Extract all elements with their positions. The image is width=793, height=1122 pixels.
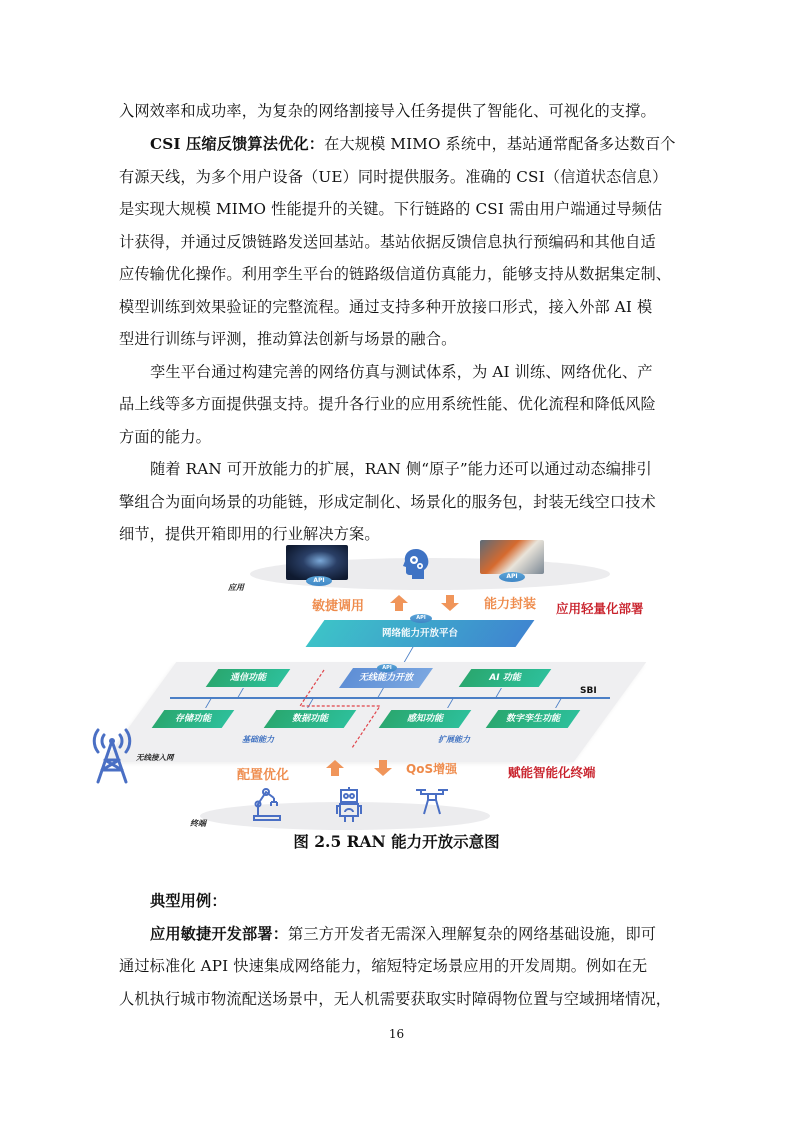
qos-enhance-label: QoS增强 [406,762,458,776]
robot-arm-icon [252,784,284,822]
paragraph-csi [119,128,677,356]
function-label: 通信功能 [229,673,266,683]
text-line: 方面的能力。 [119,427,212,446]
figure-caption: 图 2.5 RAN 能力开放示意图 [293,832,500,851]
ran-label: 无线接入网 [136,753,174,762]
paragraph-twin-platform [119,356,677,454]
paragraph-usecase-agile [119,918,677,1016]
lead-heading-csi: CSI 压缩反馈算法优化： [150,135,325,153]
text-line: 应传输优化操作。利用孪生平台的链路级信道仿真能力，能够支持从数据集定制、 [119,265,672,283]
text-line: 模型训练到效果验证的完整流程。通过支持多种开放接口形式，接入外部 AI 模 [119,297,653,316]
text-line: 随着 RAN 可开放能力的扩展，RAN 侧“原子”能力还可以通过动态编排引 [150,460,652,478]
extended-capability-label: 扩展能力 [438,735,470,744]
paragraph-continued [119,95,677,128]
arrow-up-icon [390,595,408,611]
text-line: 通过标准化 API 快速集成网络能力，缩短特定场景应用的开发周期。例如在无 [119,957,648,975]
wireless-open-label: 无线能力开放 [358,673,413,683]
text-run: 在大规模 MIMO 系统中，基站通常配备多达数百个 [324,135,676,153]
api-pill: API [306,576,332,586]
api-pill: API [499,572,525,582]
agile-call-label: 敏捷调用 [312,599,365,614]
app-photo-vr [286,545,348,580]
page-number: 16 [388,1027,405,1041]
text-line [119,128,677,161]
text-line: 擎组合为面向场景的功能链，形成定制化、场景化的服务包，封装无线空口技术 [119,492,656,511]
function-label: 感知功能 [406,714,443,724]
section-heading-usecases [119,885,677,918]
capability-divider-dashed [280,668,400,750]
function-label: 数据功能 [291,714,328,724]
text-line: 品上线等多方面提供强支持。提升各行业的应用系统性能、优化流程和降低风险 [119,395,656,413]
app-photo-factory [480,540,544,574]
config-optimize-label: 配置优化 [237,768,290,783]
ran-capability-figure [80,538,680,830]
function-label: 存储功能 [174,714,211,724]
text-line [119,918,677,951]
basic-capability-label: 基础能力 [242,735,274,744]
text-line: 是实现大规模 MIMO 性能提升的关键。下行链路的 CSI 需由用户端通过导频估 [119,200,663,218]
capability-encapsulation-label: 能力封装 [484,597,537,612]
drone-icon [414,786,450,818]
text-line: 计获得，并通过反馈链路发送回基站。基站依据反馈信息执行预编码和其他自适 [119,232,656,251]
empower-terminal-label: 赋能智能化终端 [508,765,596,780]
arrow-down-icon [374,760,392,776]
lead-heading-usecase: 应用敏捷开发部署： [150,924,289,943]
api-pill: API [410,614,432,623]
platform-label: 网络能力开放平台 [381,628,458,639]
app-lightweight-deploy-label: 应用轻量化部署 [556,601,644,616]
terminal-layer-label: 终端 [190,819,206,828]
function-label: 数字孪生功能 [505,714,560,724]
arrow-down-icon [441,595,459,611]
text-run: 第三方开发者无需深入理解复杂的网络基础设施，即可 [288,924,657,943]
robot-icon [336,786,362,824]
text-line: 有源天线，为多个用户设备（UE）同时提供服务。准确的 CSI（信道状态信息） [119,167,668,186]
paragraph-ran-open [119,453,677,551]
text-line: 细节，提供开箱即用的行业解决方案。 [119,525,380,543]
text-line: 入网效率和成功率，为复杂的网络割接导入任务提供了智能化、可视化的支撑。 [119,102,656,120]
function-label: AI 功能 [489,673,521,683]
api-pill: API [377,664,397,672]
text-line: 孪生平台通过构建完善的网络仿真与测试体系，为 AI 训练、网络优化、产 [150,362,653,381]
text-line: 人机执行城市物流配送场景中，无人机需要获取实时障碍物位置与空域拥堵情况， [119,989,672,1008]
text-line: 型进行训练与评测，推动算法创新与场景的融合。 [119,330,457,348]
arrow-up-icon [326,760,344,776]
heading-text: 典型用例： [150,892,227,910]
app-layer-label: 应用 [228,583,244,592]
ai-head-icon [402,548,430,580]
antenna-tower-icon [88,724,136,784]
sbi-label: SBI [580,686,597,696]
